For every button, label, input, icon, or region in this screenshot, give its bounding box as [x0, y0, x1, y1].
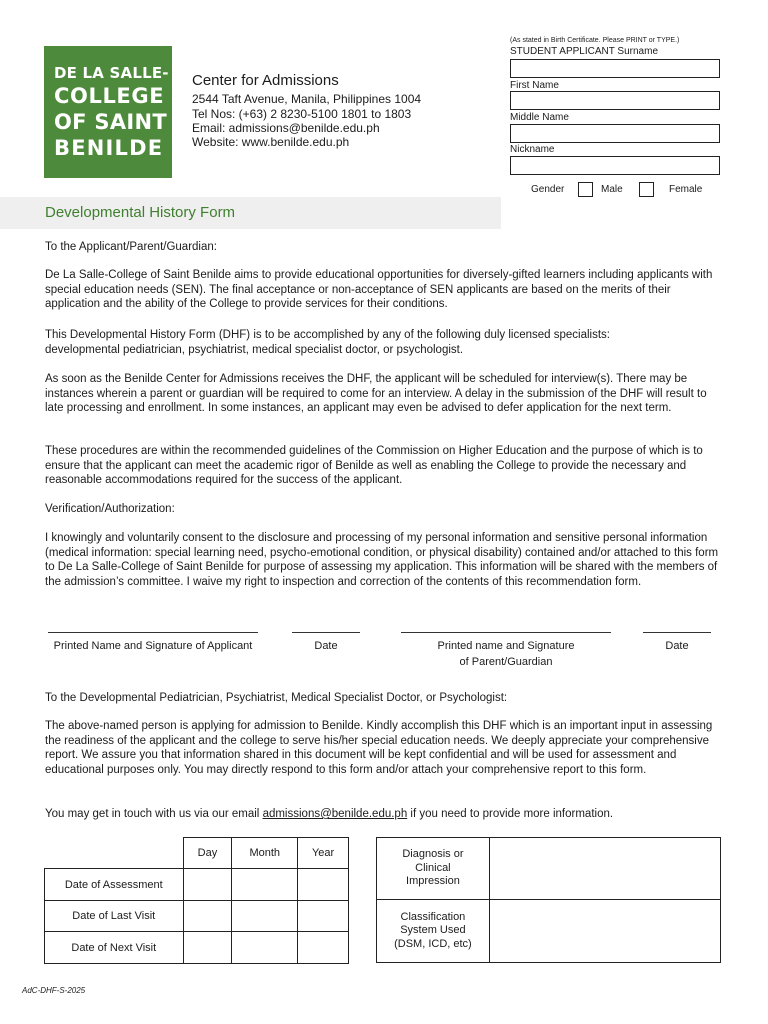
day-header: Day [183, 838, 232, 869]
month-header: Month [232, 838, 298, 869]
form-title-bar [0, 197, 501, 229]
applicant-date-label: Date [314, 640, 338, 652]
applicant-date-line[interactable] [292, 632, 360, 633]
female-label: Female [669, 184, 703, 195]
diagnosis-label-line1: Diagnosis or [402, 848, 464, 861]
email-link[interactable]: admissions@benilde.edu.ph [262, 808, 408, 820]
assessment-month-cell[interactable] [232, 869, 298, 901]
form-code: AdC-DHF-S-2025 [22, 986, 86, 995]
gender-label: Gender [531, 184, 565, 195]
middle-name-label: Middle Name [510, 112, 569, 123]
parent-date-label: Date [665, 640, 689, 652]
first-name-field[interactable] [510, 91, 720, 110]
next-visit-year-cell[interactable] [298, 932, 349, 964]
next-visit-day-cell[interactable] [183, 932, 232, 964]
intro-paragraph: De La Salle-College of Saint Benilde aims to provide educational opportunities for diversely-gifted learners including applicants with special education needs (SEN). The final acceptance or non-acceptance of SEN applicants are based on the merits of their application and the ability of the College to provide services for their conditions. [45, 269, 713, 311]
table-row [377, 900, 721, 963]
office-tel: Tel Nos: (+63) 2 8230-5100 1801 to 1803 [192, 107, 412, 121]
contact-paragraph [45, 807, 720, 822]
assessment-day-cell[interactable] [183, 869, 232, 901]
verification-heading: Verification/Authorization: [45, 503, 175, 515]
applicant-note: (As stated in Birth Certificate. Please PRINT or TYPE.) [510, 37, 680, 44]
logo-line-4: BENILDE [54, 136, 164, 160]
diagnosis-table [376, 837, 721, 963]
diagnosis-field[interactable] [489, 838, 720, 900]
date-of-next-visit-label: Date of Next Visit [45, 932, 184, 964]
first-name-label: First Name [510, 80, 559, 91]
diagnosis-label [377, 838, 490, 900]
surname-label: STUDENT APPLICANT Surname [510, 46, 659, 57]
college-logo [44, 46, 172, 178]
form-title: Developmental History Form [45, 204, 236, 221]
logo-line-1: DE LA SALLE- [54, 64, 169, 82]
classification-label [377, 900, 490, 963]
applicant-signature-label: Printed Name and Signature of Applicant [53, 640, 253, 652]
guidelines-paragraph: These procedures are within the recommended guidelines of the Commission on Higher Education and the purpose of which is to ensure that the applicant can meet the academic rigor of Benilde as well as enabling the College to provide the necessary and reasonable accommodations required for the success of the applicant. [45, 445, 703, 487]
office-email: Email: admissions@benilde.edu.ph [192, 121, 380, 135]
applicant-signature-line[interactable] [48, 632, 258, 633]
table-row [45, 901, 349, 932]
parent-signature-line[interactable] [401, 632, 611, 633]
logo-line-3: OF SAINT [54, 110, 167, 134]
interview-text: As soon as the Benilde Center for Admissions receives the DHF, the applicant will be scheduled for interview(s). There may be instances wherein a parent or guardian will be required to come for an interview. [45, 373, 688, 400]
classification-field[interactable] [489, 900, 720, 963]
diagnosis-label-line3: Impression [406, 875, 460, 888]
specialists-intro: This Developmental History Form (DHF) is to be accomplished by any of the following duly licensed specialists: [45, 329, 611, 341]
dates-header-row [45, 838, 349, 869]
contact-text-start: You may get in touch with us via our email [45, 808, 263, 820]
office-title: Center for Admissions [192, 72, 339, 89]
nickname-field[interactable] [510, 156, 720, 175]
female-checkbox[interactable] [639, 182, 654, 197]
logo-line-2: COLLEGE [54, 84, 165, 108]
assessment-year-cell[interactable] [298, 869, 349, 901]
consent-paragraph: I knowingly and voluntarily consent to the disclosure and processing of my personal information and sensitive personal information (medical information: special learning need, psycho-emotional condition, or physical disability) contained and/or attached to this form to De La Salle-College of Saint Benilde for purpose of assessing my application. This information will be shared with the members of the admission’s committee. I waive my right to inspection and correction of the contents of this recommendation form. [45, 532, 719, 588]
dates-table [44, 837, 349, 964]
year-header: Year [298, 838, 349, 869]
specialists-list: developmental pediatrician, psychiatrist, medical specialist doctor, or psychologist. [45, 343, 464, 356]
dates-corner [45, 838, 184, 869]
specialists-paragraph [45, 328, 720, 357]
diagnosis-label-line2: Clinical [415, 861, 451, 874]
office-address: 2544 Taft Avenue, Manila, Philippines 1004 [192, 92, 422, 106]
applicant-salutation: To the Applicant/Parent/Guardian: [45, 241, 217, 253]
table-row [45, 869, 349, 901]
office-website: Website: www.benilde.edu.ph [192, 135, 350, 149]
last-visit-day-cell[interactable] [183, 901, 232, 932]
table-row [45, 932, 349, 964]
classification-label-line1: Classification [400, 910, 466, 923]
last-visit-year-cell[interactable] [298, 901, 349, 932]
classification-label-line2: System Used [400, 924, 466, 937]
parent-signature-label-line2: of Parent/Guardian [459, 656, 553, 668]
specialist-salutation: To the Developmental Pediatrician, Psychiatrist, Medical Specialist Doctor, or Psychologist: [45, 692, 508, 704]
interview-paragraph [45, 372, 720, 416]
date-of-assessment-label: Date of Assessment [45, 869, 184, 901]
next-visit-month-cell[interactable] [232, 932, 298, 964]
last-visit-month-cell[interactable] [232, 901, 298, 932]
contact-text-end: if you need to provide more information. [407, 808, 614, 820]
parent-signature-label [396, 638, 616, 670]
delay-text: A delay in the submission of the DHF will result to late processing and enrollment. In some instances, an applicant may even be advised to defer application for the next term. [45, 387, 707, 415]
classification-label-line3: (DSM, ICD, etc) [394, 937, 472, 950]
table-row [377, 838, 721, 900]
parent-date-line[interactable] [643, 632, 711, 633]
parent-signature-label-line1: Printed name and Signature [437, 640, 575, 652]
nickname-label: Nickname [510, 144, 555, 155]
male-label: Male [601, 184, 623, 195]
surname-field[interactable] [510, 59, 720, 78]
male-checkbox[interactable] [578, 182, 593, 197]
middle-name-field[interactable] [510, 124, 720, 143]
date-of-last-visit-label: Date of Last Visit [45, 901, 184, 932]
specialist-paragraph: The above-named person is applying for admission to Benilde. Kindly accomplish this DHF which is an important input in assessing the readiness of the applicant and the college to serve his/her special education needs. We deeply appreciate your comprehensive report. We assure you that information shared in this document will be kept confidential and will be used for assessment and educational purposes only. You may directly respond to this form and/or attach your comprehensive report to this form. [45, 720, 713, 776]
